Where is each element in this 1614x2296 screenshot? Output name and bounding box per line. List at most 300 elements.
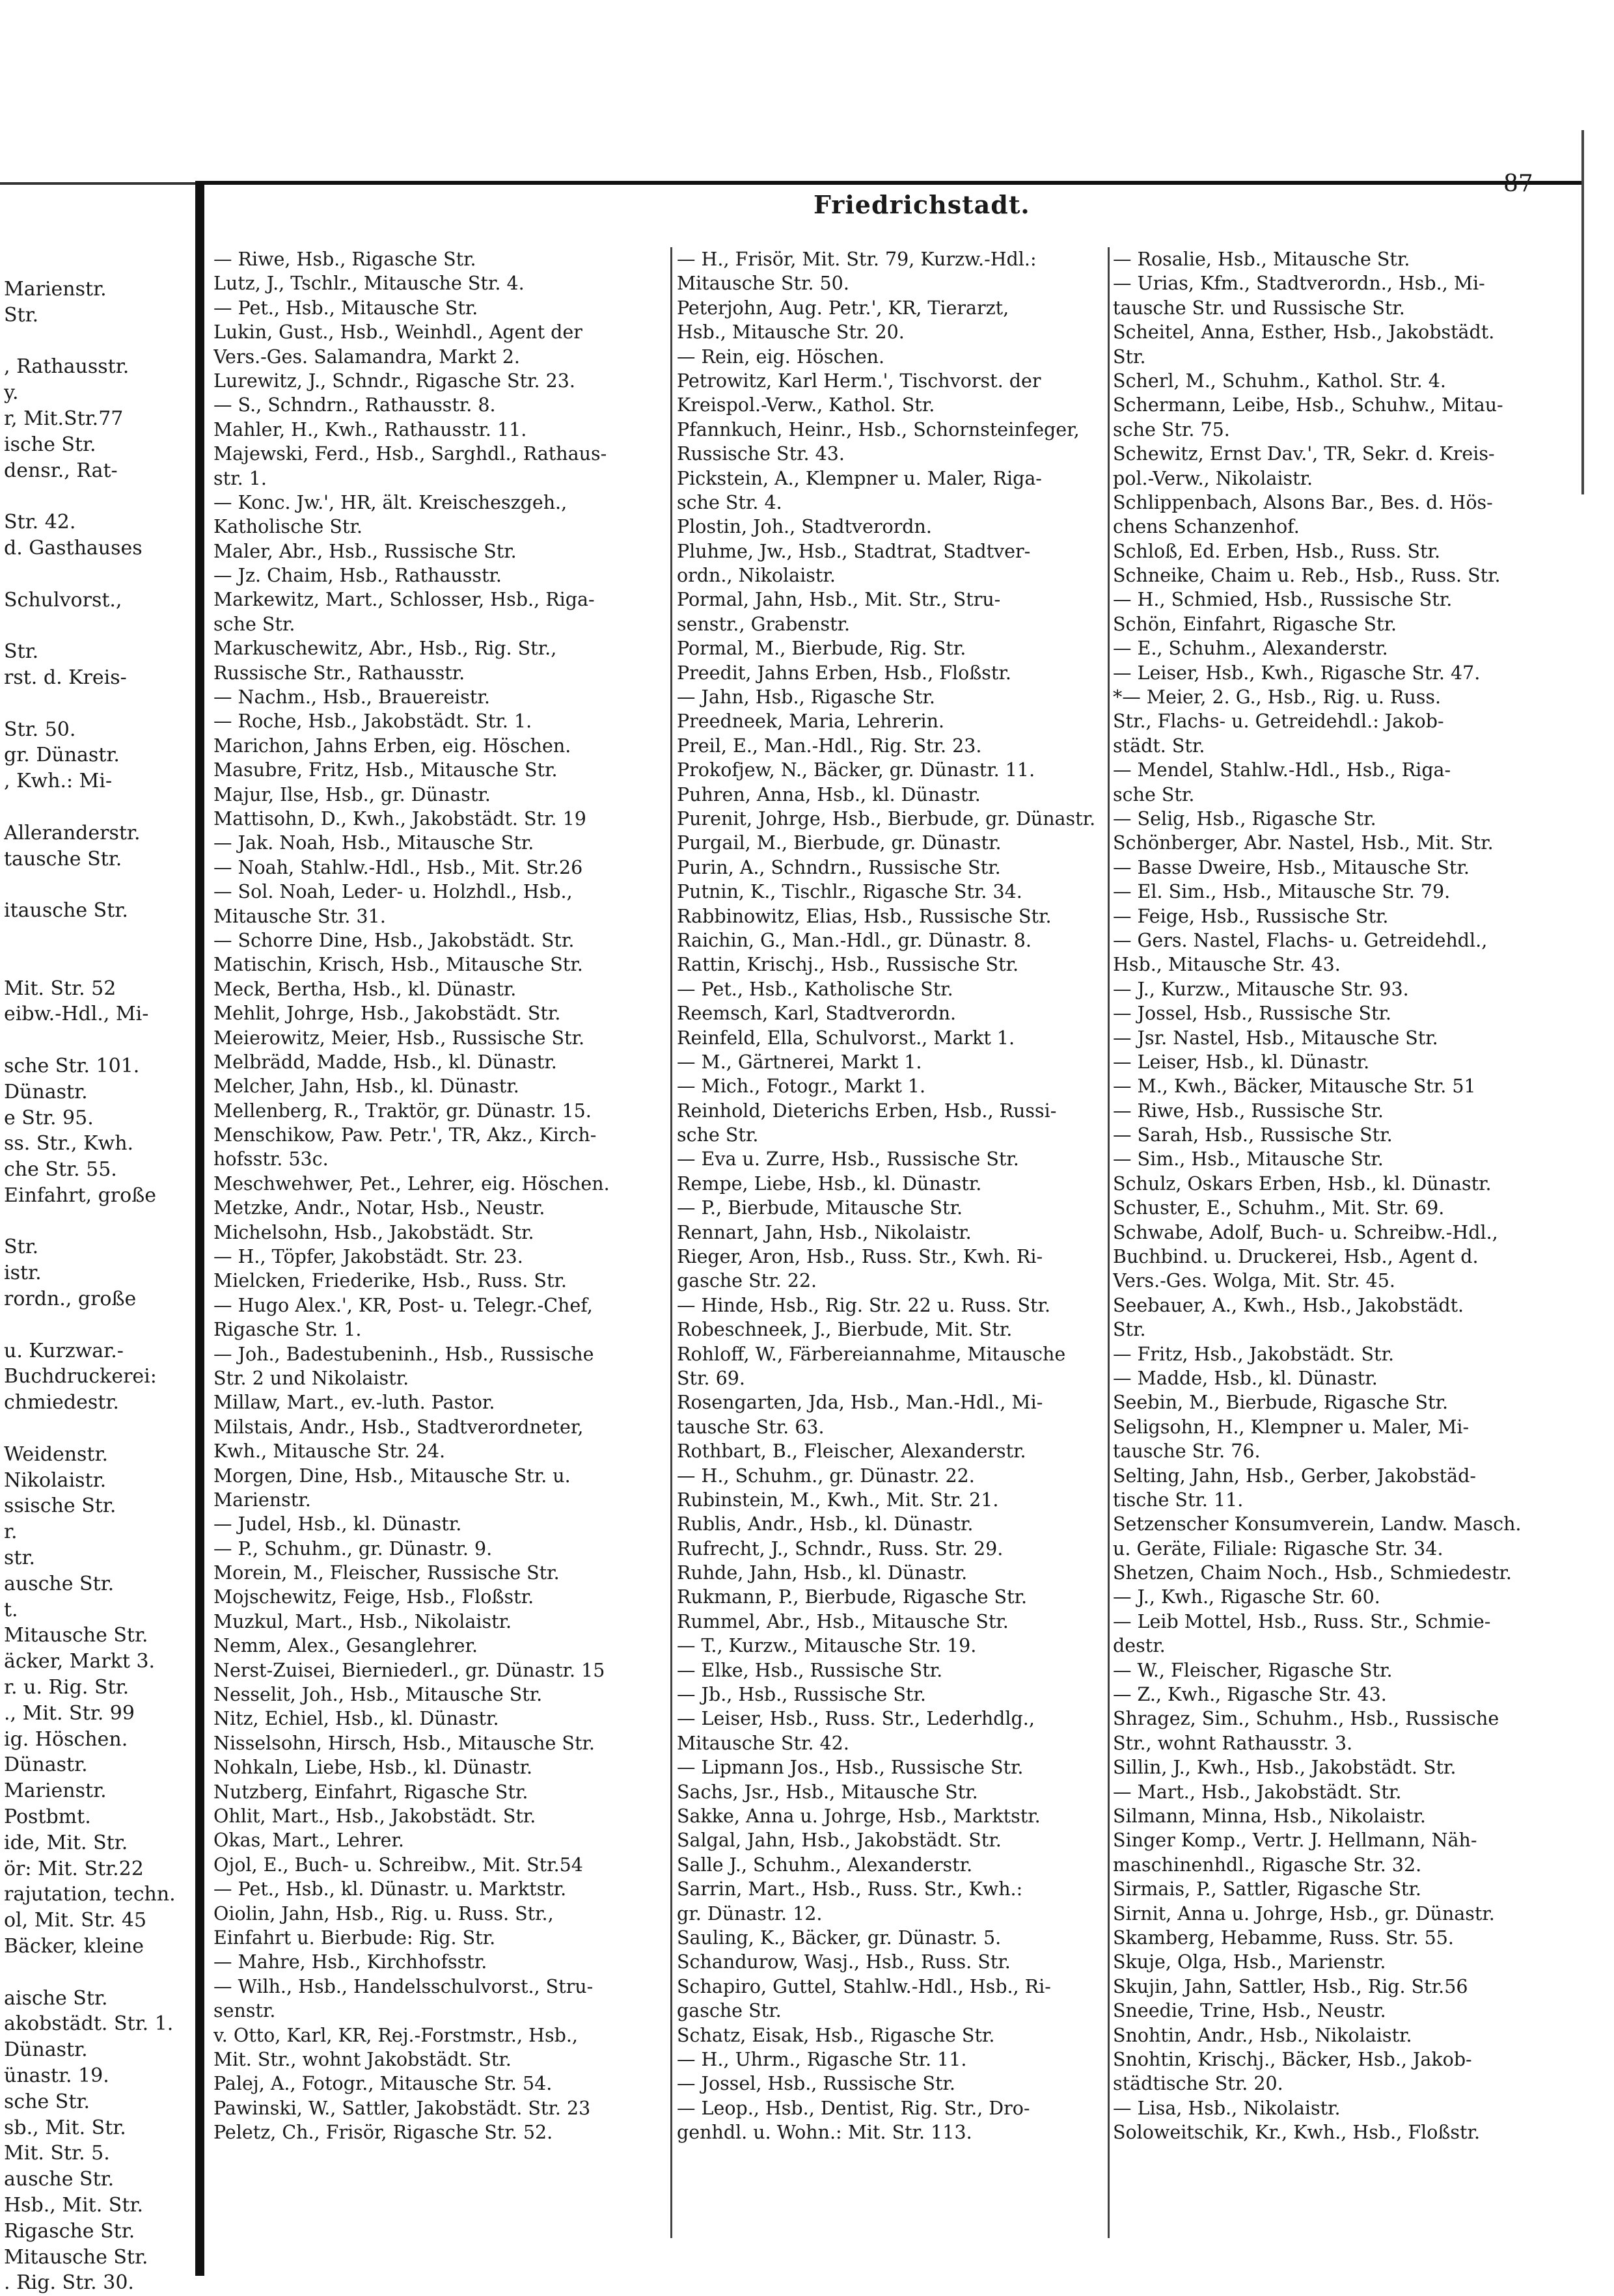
- directory-entry-line: — Roche, Hsb., Jakobstädt. Str. 1.: [213, 710, 532, 733]
- directory-entry-line: — Riwe, Hsb., Rigasche Str.: [213, 249, 476, 270]
- directory-entry-line: Alleranderstr.: [4, 821, 141, 844]
- directory-entry-line: Marichon, Jahns Erben, eig. Höschen.: [213, 735, 571, 757]
- directory-entry-line: Sneedie, Trine, Hsb., Neustr.: [1113, 2000, 1386, 2022]
- directory-entry-line: — Riwe, Hsb., Russische Str.: [1113, 1100, 1384, 1122]
- directory-entry-line: Russische Str. 43.: [677, 443, 845, 465]
- directory-entry-line: Preedneek, Maria, Lehrerin.: [677, 710, 945, 733]
- directory-entry-line: Schermann, Leibe, Hsb., Schuhw., Mitau-: [1113, 394, 1503, 416]
- directory-entry-line: Lurewitz, J., Schndr., Rigasche Str. 23.: [213, 370, 575, 392]
- directory-entry-line: Mellenberg, R., Traktör, gr. Dünastr. 15.: [213, 1100, 592, 1122]
- directory-entry-line: Mojschewitz, Feige, Hsb., Floßstr.: [213, 1586, 534, 1608]
- directory-entry-line: Meschwehwer, Pet., Lehrer, eig. Höschen.: [213, 1172, 610, 1195]
- directory-entry-line: Nemm, Alex., Gesanglehrer.: [213, 1635, 478, 1657]
- directory-entry-line: Scherl, M., Schuhm., Kathol. Str. 4.: [1113, 370, 1446, 392]
- directory-entry-line: — J., Kwh., Rigasche Str. 60.: [1113, 1586, 1380, 1608]
- directory-entry-line: Str.: [4, 303, 39, 327]
- directory-entry-line: Schönberger, Abr. Nastel, Hsb., Mit. Str.: [1113, 832, 1494, 854]
- directory-entry-line: Rabbinowitz, Elias, Hsb., Russische Str.: [677, 905, 1052, 927]
- directory-entry-line: — Rosalie, Hsb., Mitausche Str.: [1113, 249, 1410, 270]
- directory-entry-line: gr. Dünastr. 12.: [677, 1902, 823, 1925]
- directory-entry-line: — Z., Kwh., Rigasche Str. 43.: [1113, 1684, 1387, 1706]
- directory-entry-line: Maler, Abr., Hsb., Russische Str.: [213, 540, 517, 562]
- directory-entry-line: , Rathausstr.: [4, 355, 130, 379]
- directory-entry-line: Mehlit, Johrge, Hsb., Jakobstädt. Str.: [213, 1003, 561, 1025]
- directory-entry-line: städtische Str. 20.: [1113, 2073, 1283, 2095]
- directory-entry-line: chmiedestr.: [4, 1391, 119, 1414]
- directory-entry-line: — Sol. Noah, Leder- u. Holzhdl., Hsb.,: [213, 881, 573, 903]
- directory-entry-line: u. Geräte, Filiale: Rigasche Str. 34.: [1113, 1537, 1443, 1560]
- directory-entry-line: y.: [4, 381, 19, 405]
- directory-entry-line: genhdl. u. Wohn.: Mit. Str. 113.: [677, 2122, 972, 2144]
- directory-entry-line: — Mahre, Hsb., Kirchhofsstr.: [213, 1951, 487, 1973]
- directory-entry-line: r, Mit.Str.77: [4, 407, 124, 430]
- directory-entry-line: Lutz, J., Tschlr., Mitausche Str. 4.: [213, 273, 525, 295]
- directory-entry-line: Markewitz, Mart., Schlosser, Hsb., Riga-: [213, 589, 595, 611]
- directory-entry-line: Nesselit, Joh., Hsb., Mitausche Str.: [213, 1684, 543, 1706]
- directory-entry-line: Pluhme, Jw., Hsb., Stadtrat, Stadtver-: [677, 540, 1031, 562]
- directory-entry-line: Rempe, Liebe, Hsb., kl. Dünastr.: [677, 1172, 982, 1195]
- directory-entry-line: — Jsr. Nastel, Hsb., Mitausche Str.: [1113, 1027, 1438, 1049]
- directory-entry-line: Schlippenbach, Alsons Bar., Bes. d. Hös-: [1113, 491, 1493, 513]
- directory-column-1: [213, 247, 663, 2144]
- directory-entry-line: Sirnit, Anna u. Johrge, Hsb., gr. Dünastr.: [1113, 1902, 1495, 1925]
- directory-entry-line: — Rein, eig. Höschen.: [677, 345, 885, 368]
- directory-entry-line: e Str. 95.: [4, 1106, 94, 1129]
- directory-entry-line: sche Str.: [1113, 783, 1195, 805]
- directory-entry-line: Kreispol.-Verw., Kathol. Str.: [677, 394, 935, 416]
- directory-entry-line: — Selig, Hsb., Rigasche Str.: [1113, 807, 1376, 830]
- directory-entry-line: — Urias, Kfm., Stadtverordn., Hsb., Mi-: [1113, 273, 1485, 295]
- directory-entry-line: Buchbind. u. Druckerei, Hsb., Agent d.: [1113, 1246, 1479, 1268]
- directory-entry-line: — E., Schuhm., Alexanderstr.: [1113, 638, 1388, 660]
- directory-entry-line: Prokofjew, N., Bäcker, gr. Dünastr. 11.: [677, 759, 1035, 781]
- directory-column-3: [1113, 247, 1581, 2144]
- column-divider-2: [1108, 247, 1110, 2238]
- top-left-rule: [0, 182, 195, 185]
- directory-entry-line: — Fritz, Hsb., Jakobstädt. Str.: [1113, 1343, 1395, 1365]
- directory-entry-line: Mitausche Str.: [4, 2245, 148, 2269]
- directory-entry-line: ssische Str.: [4, 1494, 116, 1518]
- directory-entry-line: aische Str.: [4, 1986, 108, 2010]
- directory-entry-line: — Wilh., Hsb., Handelsschulvorst., Stru-: [213, 1975, 594, 1997]
- directory-entry-line: senstr., Grabenstr.: [677, 613, 851, 635]
- directory-entry-line: Shragez, Sim., Schuhm., Hsb., Russische: [1113, 1708, 1499, 1730]
- directory-entry-line: [4, 794, 193, 820]
- directory-entry-line: Menschikow, Paw. Petr.', TR, Akz., Kirch-: [213, 1124, 597, 1146]
- directory-entry-line: — Basse Dweire, Hsb., Mitausche Str.: [1113, 856, 1470, 878]
- directory-entry-line: hofsstr. 53c.: [213, 1148, 329, 1170]
- directory-entry-line: — P., Schuhm., gr. Dünastr. 9.: [213, 1537, 493, 1560]
- page-frame-left: [195, 181, 204, 2276]
- directory-entry-line: Nikolaistr.: [4, 1468, 107, 1492]
- directory-entry-line: str. 1.: [213, 467, 267, 489]
- directory-entry-line: Palej, A., Fotogr., Mitausche Str. 54.: [213, 2073, 553, 2095]
- directory-entry-line: Millaw, Mart., ev.-luth. Pastor.: [213, 1392, 495, 1414]
- directory-entry-line: d. Gasthauses: [4, 536, 143, 560]
- directory-entry-line: *— Meier, 2. G., Hsb., Rig. u. Russ.: [1113, 686, 1442, 709]
- directory-entry-line: Robeschneek, J., Bierbude, Mit. Str.: [677, 1319, 1013, 1341]
- directory-entry-line: — Sarah, Hsb., Russische Str.: [1113, 1124, 1393, 1146]
- directory-entry-line: Pickstein, A., Klempner u. Maler, Riga-: [677, 467, 1042, 489]
- directory-entry-line: Mit. Str., wohnt Jakobstädt. Str.: [213, 2048, 512, 2070]
- directory-entry-line: — El. Sim., Hsb., Mitausche Str. 79.: [1113, 881, 1451, 903]
- directory-entry-line: tausche Str. 63.: [677, 1416, 825, 1438]
- directory-entry-line: rst. d. Kreis-: [4, 666, 127, 689]
- directory-entry-line: [4, 872, 193, 898]
- directory-entry-line: — Hugo Alex.', KR, Post- u. Telegr.-Chef,: [213, 1294, 593, 1316]
- directory-entry-line: rajutation, techn.: [4, 1883, 176, 1906]
- directory-entry-line: äcker, Markt 3.: [4, 1650, 156, 1673]
- directory-entry-line: — Joh., Badestubeninh., Hsb., Russische: [213, 1343, 594, 1365]
- directory-entry-line: Rieger, Aron, Hsb., Russ. Str., Kwh. Ri-: [677, 1246, 1043, 1268]
- directory-entry-line: Weidenstr.: [4, 1442, 109, 1466]
- directory-entry-line: [4, 1027, 193, 1053]
- directory-entry-line: — M., Kwh., Bäcker, Mitausche Str. 51: [1113, 1075, 1476, 1098]
- directory-entry-line: Purgail, M., Bierbude, gr. Dünastr.: [677, 832, 1002, 854]
- directory-entry-line: pol.-Verw., Nikolaistr.: [1113, 467, 1313, 489]
- directory-entry-line: — Leiser, Hsb., Russ. Str., Lederhdlg.,: [677, 1708, 1035, 1730]
- directory-entry-line: — Madde, Hsb., kl. Dünastr.: [1113, 1367, 1378, 1389]
- directory-entry-line: Nohkaln, Liebe, Hsb., kl. Dünastr.: [213, 1757, 533, 1779]
- directory-entry-line: Ruhde, Jahn, Hsb., kl. Dünastr.: [677, 1562, 968, 1584]
- directory-entry-line: Rummel, Abr., Hsb., Mitausche Str.: [677, 1610, 1009, 1632]
- directory-entry-line: Muzkul, Mart., Hsb., Nikolaistr.: [213, 1610, 512, 1632]
- directory-entry-line: — Mart., Hsb., Jakobstädt. Str.: [1113, 1781, 1402, 1803]
- directory-entry-line: ide, Mit. Str.: [4, 1831, 128, 1854]
- directory-entry-line: Mitausche Str. 31.: [213, 905, 386, 927]
- directory-entry-line: — Mich., Fotogr., Markt 1.: [677, 1075, 926, 1098]
- directory-entry-line: — J., Kurzw., Mitausche Str. 93.: [1113, 978, 1409, 1000]
- directory-entry-line: — M., Gärtnerei, Markt 1.: [677, 1051, 922, 1073]
- directory-entry-line: Rennart, Jahn, Hsb., Nikolaistr.: [677, 1221, 972, 1243]
- directory-entry-line: tausche Str. 76.: [1113, 1440, 1261, 1463]
- directory-entry-line: Lukin, Gust., Hsb., Weinhdl., Agent der: [213, 321, 582, 344]
- directory-entry-line: [4, 691, 193, 717]
- directory-entry-line: Schön, Einfahrt, Rigasche Str.: [1113, 613, 1397, 635]
- directory-entry-line: — Jossel, Hsb., Russische Str.: [1113, 1003, 1391, 1025]
- directory-entry-line: densr., Rat-: [4, 459, 118, 482]
- directory-entry-line: Raichin, G., Man.-Hdl., gr. Dünastr. 8.: [677, 929, 1032, 951]
- directory-entry-line: Katholische Str.: [213, 516, 362, 538]
- directory-entry-line: r.: [4, 1520, 18, 1544]
- directory-entry-line: v. Otto, Karl, KR, Rej.-Forstmstr., Hsb.,: [213, 2024, 578, 2046]
- directory-entry-line: Pormal, M., Bierbude, Rig. Str.: [677, 638, 966, 660]
- directory-entry-line: ör: Mit. Str.22: [4, 1857, 144, 1880]
- directory-entry-line: sche Str. 101.: [4, 1054, 140, 1077]
- directory-entry-line: gr. Dünastr.: [4, 744, 120, 767]
- directory-entry-line: ische Str.: [4, 433, 96, 456]
- directory-entry-line: ausche Str.: [4, 1572, 115, 1595]
- directory-entry-line: Schapiro, Guttel, Stahlw.-Hdl., Hsb., Ri-: [677, 1975, 1051, 1997]
- directory-entry-line: Skuje, Olga, Hsb., Marienstr.: [1113, 1951, 1386, 1973]
- directory-column-2: [677, 247, 1106, 2144]
- directory-entry-line: — H., Töpfer, Jakobstädt. Str. 23.: [213, 1246, 523, 1268]
- directory-entry-line: Singer Komp., Vertr. J. Hellmann, Näh-: [1113, 1830, 1477, 1852]
- directory-entry-line: — Jb., Hsb., Russische Str.: [677, 1684, 926, 1706]
- directory-entry-line: ig. Höschen.: [4, 1727, 128, 1751]
- directory-entry-line: Mielcken, Friederike, Hsb., Russ. Str.: [213, 1270, 567, 1292]
- directory-entry-line: — S., Schndrn., Rathausstr. 8.: [213, 394, 496, 416]
- directory-entry-line: — Gers. Nastel, Flachs- u. Getreidehdl.,: [1113, 929, 1488, 951]
- directory-entry-line: sche Str.: [677, 1124, 759, 1146]
- directory-entry-line: istr.: [4, 1262, 42, 1285]
- directory-entry-line: Nitz, Echiel, Hsb., kl. Dünastr.: [213, 1708, 499, 1730]
- directory-entry-line: Plostin, Joh., Stadtverordn.: [677, 516, 932, 538]
- directory-entry-line: — Jak. Noah, Hsb., Mitausche Str.: [213, 832, 534, 854]
- directory-entry-line: — Nachm., Hsb., Brauereistr.: [213, 686, 490, 709]
- directory-entry-line: Snohtin, Andr., Hsb., Nikolaistr.: [1113, 2024, 1412, 2046]
- directory-entry-line: che Str. 55.: [4, 1158, 117, 1182]
- directory-entry-line: Rohloff, W., Färbereiannahme, Mitausche: [677, 1343, 1066, 1365]
- directory-entry-line: ünastr. 19.: [4, 2064, 109, 2087]
- directory-entry-line: [4, 1209, 193, 1235]
- directory-entry-line: — T., Kurzw., Mitausche Str. 19.: [677, 1635, 977, 1657]
- directory-entry-line: str.: [4, 1546, 36, 1570]
- directory-entry-line: — Sim., Hsb., Mitausche Str.: [1113, 1148, 1384, 1170]
- directory-entry-line: — Leiser, Hsb., Kwh., Rigasche Str. 47.: [1113, 662, 1481, 684]
- directory-entry-line: Rattin, Krischj., Hsb., Russische Str.: [677, 954, 1019, 976]
- directory-entry-line: Rigasche Str. 1.: [213, 1319, 362, 1341]
- directory-entry-line: Markuschewitz, Abr., Hsb., Rig. Str.,: [213, 638, 557, 660]
- page-number: 87: [1503, 170, 1533, 197]
- directory-entry-line: eibw.-Hdl., Mi-: [4, 1003, 149, 1026]
- directory-entry-line: Michelsohn, Hsb., Jakobstädt. Str.: [213, 1221, 534, 1243]
- directory-entry-line: Str.: [1113, 1319, 1146, 1341]
- directory-entry-line: tausche Str. und Russische Str.: [1113, 297, 1405, 319]
- directory-entry-line: — Jossel, Hsb., Russische Str.: [677, 2073, 955, 2095]
- directory-entry-line: ., Mit. Str. 99: [4, 1701, 135, 1725]
- directory-entry-line: — Schorre Dine, Hsb., Jakobstädt. Str.: [213, 929, 575, 951]
- directory-entry-line: tische Str. 11.: [1113, 1489, 1244, 1511]
- directory-entry-line: Mattisohn, D., Kwh., Jakobstädt. Str. 19: [213, 807, 586, 830]
- directory-entry-line: Sachs, Jsr., Hsb., Mitausche Str.: [677, 1781, 978, 1803]
- directory-entry-line: Seligsohn, H., Klempner u. Maler, Mi-: [1113, 1416, 1470, 1438]
- directory-entry-line: Mitausche Str.: [4, 1624, 148, 1647]
- left-page-fragment: [4, 277, 193, 2296]
- directory-entry-line: [4, 613, 193, 639]
- directory-entry-line: Sirmais, P., Sattler, Rigasche Str.: [1113, 1878, 1421, 1900]
- directory-entry-line: Schloß, Ed. Erben, Hsb., Russ. Str.: [1113, 540, 1441, 562]
- directory-entry-line: Silmann, Minna, Hsb., Nikolaistr.: [1113, 1805, 1426, 1827]
- directory-entry-line: Dünastr.: [4, 1080, 88, 1103]
- directory-entry-line: Petrowitz, Karl Herm.', Tischvorst. der: [677, 370, 1041, 392]
- directory-entry-line: Seebin, M., Bierbude, Rigasche Str.: [1113, 1392, 1449, 1414]
- directory-entry-line: Dünastr.: [4, 2038, 88, 2062]
- directory-entry-line: [4, 329, 193, 355]
- directory-entry-line: Skamberg, Hebamme, Russ. Str. 55.: [1113, 1926, 1454, 1949]
- directory-entry-line: Schuster, E., Schuhm., Mit. Str. 69.: [1113, 1197, 1445, 1219]
- directory-entry-line: Meierowitz, Meier, Hsb., Russische Str.: [213, 1027, 585, 1049]
- directory-entry-line: u. Kurzwar.-: [4, 1339, 124, 1362]
- directory-entry-line: — Konc. Jw.', HR, ält. Kreischeszgeh.,: [213, 491, 568, 513]
- directory-entry-line: Mitausche Str. 50.: [677, 273, 849, 295]
- directory-entry-line: Rubinstein, M., Kwh., Mit. Str. 21.: [677, 1489, 999, 1511]
- directory-entry-line: Preedit, Jahns Erben, Hsb., Floßstr.: [677, 662, 1011, 684]
- directory-entry-line: — Lipmann Jos., Hsb., Russische Str.: [677, 1757, 1024, 1779]
- directory-entry-line: — Leiser, Hsb., kl. Dünastr.: [1113, 1051, 1370, 1073]
- directory-entry-line: Ojol, E., Buch- u. Schreibw., Mit. Str.54: [213, 1854, 583, 1876]
- directory-entry-line: , Kwh.: Mi-: [4, 770, 113, 793]
- directory-entry-line: Rothbart, B., Fleischer, Alexanderstr.: [677, 1440, 1026, 1463]
- directory-entry-line: [4, 483, 193, 509]
- directory-entry-line: Hsb., Mit. Str.: [4, 2193, 143, 2217]
- directory-entry-line: — Pet., Hsb., Katholische Str.: [677, 978, 953, 1000]
- directory-entry-line: sche Str. 75.: [1113, 418, 1230, 440]
- directory-entry-line: — Pet., Hsb., Mitausche Str.: [213, 297, 478, 319]
- directory-entry-line: Str.: [4, 640, 39, 664]
- directory-entry-line: Matischin, Krisch, Hsb., Mitausche Str.: [213, 954, 583, 976]
- directory-entry-line: Masubre, Fritz, Hsb., Mitausche Str.: [213, 759, 558, 781]
- column-divider-1: [670, 247, 672, 2238]
- directory-entry-line: Pormal, Jahn, Hsb., Mit. Str., Stru-: [677, 589, 1001, 611]
- directory-entry-line: Buchdruckerei:: [4, 1365, 157, 1388]
- directory-entry-line: rordn., große: [4, 1288, 137, 1311]
- directory-entry-line: Schatz, Eisak, Hsb., Rigasche Str.: [677, 2024, 995, 2046]
- directory-entry-line: Selting, Jahn, Hsb., Gerber, Jakobstäd-: [1113, 1465, 1476, 1487]
- directory-entry-line: Reemsch, Karl, Stadtverordn.: [677, 1003, 957, 1025]
- directory-entry-line: Majewski, Ferd., Hsb., Sarghdl., Rathaus-: [213, 443, 607, 465]
- directory-entry-line: Nerst-Zuisei, Bierniederl., gr. Dünastr. 15: [213, 1659, 605, 1681]
- directory-entry-line: Purin, A., Schndrn., Russische Str.: [677, 856, 1001, 878]
- directory-entry-line: Hsb., Mitausche Str. 43.: [1113, 954, 1341, 976]
- directory-entry-line: — H., Schuhm., gr. Dünastr. 22.: [677, 1465, 975, 1487]
- directory-entry-line: Salgal, Jahn, Hsb., Jakobstädt. Str.: [677, 1830, 1002, 1852]
- directory-entry-line: — H., Frisör, Mit. Str. 79, Kurzw.-Hdl.:: [677, 249, 1037, 270]
- directory-entry-line: sche Str.: [213, 613, 295, 635]
- directory-entry-line: Marienstr.: [4, 278, 107, 301]
- directory-entry-line: Seebauer, A., Kwh., Hsb., Jakobstädt.: [1113, 1294, 1464, 1316]
- directory-entry-line: — P., Bierbude, Mitausche Str.: [677, 1197, 963, 1219]
- directory-entry-line: Sakke, Anna u. Johrge, Hsb., Marktstr.: [677, 1805, 1041, 1827]
- directory-entry-line: tausche Str.: [4, 847, 122, 871]
- directory-entry-line: Rukmann, P., Bierbude, Rigasche Str.: [677, 1586, 1028, 1608]
- directory-entry-line: Nisselsohn, Hirsch, Hsb., Mitausche Str.: [213, 1732, 595, 1754]
- directory-entry-line: Melbrädd, Madde, Hsb., kl. Dünastr.: [213, 1051, 557, 1073]
- directory-entry-line: — Jahn, Hsb., Rigasche Str.: [677, 686, 935, 709]
- directory-entry-line: — Leib Mottel, Hsb., Russ. Str., Schmie-: [1113, 1610, 1491, 1632]
- directory-entry-line: Russische Str., Rathausstr.: [213, 662, 465, 684]
- directory-entry-line: Sauling, K., Bäcker, gr. Dünastr. 5.: [677, 1926, 1002, 1949]
- directory-entry-line: Majur, Ilse, Hsb., gr. Dünastr.: [213, 783, 491, 805]
- directory-entry-line: Oiolin, Jahn, Hsb., Rig. u. Russ. Str.,: [213, 1902, 554, 1925]
- directory-entry-line: Shetzen, Chaim Noch., Hsb., Schmiedestr.: [1113, 1562, 1512, 1584]
- directory-entry-line: städt. Str.: [1113, 735, 1205, 757]
- directory-entry-line: gasche Str. 22.: [677, 1270, 817, 1292]
- directory-entry-line: [4, 1960, 193, 1986]
- directory-entry-line: Okas, Mart., Lehrer.: [213, 1830, 404, 1852]
- directory-entry-line: sche Str. 4.: [677, 491, 782, 513]
- directory-entry-line: ordn., Nikolaistr.: [677, 565, 836, 587]
- directory-entry-line: Sarrin, Mart., Hsb., Russ. Str., Kwh.:: [677, 1878, 1023, 1900]
- directory-entry-line: Rigasche Str.: [4, 2219, 135, 2243]
- directory-entry-line: Mahler, H., Kwh., Rathausstr. 11.: [213, 418, 527, 440]
- directory-entry-line: Str. 69.: [677, 1367, 745, 1389]
- directory-entry-line: sb., Mit. Str.: [4, 2116, 126, 2139]
- directory-entry-line: Soloweitschik, Kr., Kwh., Hsb., Floßstr.: [1113, 2122, 1481, 2144]
- directory-entry-line: Mit. Str. 5.: [4, 2142, 110, 2165]
- directory-entry-line: Hsb., Mitausche Str. 20.: [677, 321, 905, 344]
- directory-entry-line: Purenit, Johrge, Hsb., Bierbude, gr. Dünastr.: [677, 807, 1096, 830]
- directory-entry-line: — Leop., Hsb., Dentist, Rig. Str., Dro-: [677, 2097, 1030, 2119]
- directory-entry-line: Kwh., Mitausche Str. 24.: [213, 1440, 446, 1463]
- directory-entry-line: Meck, Bertha, Hsb., kl. Dünastr.: [213, 978, 517, 1000]
- directory-entry-line: ol, Mit. Str. 45: [4, 1909, 147, 1932]
- directory-entry-line: Schneike, Chaim u. Reb., Hsb., Russ. Str.: [1113, 565, 1501, 587]
- directory-entry-line: Milstais, Andr., Hsb., Stadtverordneter,: [213, 1416, 584, 1438]
- directory-entry-line: Putnin, K., Tischlr., Rigasche Str. 34.: [677, 881, 1022, 903]
- page-title: Friedrichstadt.: [814, 190, 1030, 219]
- directory-entry-line: — H., Uhrm., Rigasche Str. 11.: [677, 2048, 967, 2070]
- directory-entry-line: Skujin, Jahn, Sattler, Hsb., Rig. Str.56: [1113, 1975, 1468, 1997]
- directory-entry-line: Preil, E., Man.-Hdl., Rig. Str. 23.: [677, 735, 982, 757]
- directory-entry-line: Str.: [1113, 345, 1146, 368]
- directory-entry-line: Puhren, Anna, Hsb., kl. Dünastr.: [677, 783, 981, 805]
- directory-entry-line: gasche Str.: [677, 2000, 782, 2022]
- directory-entry-line: — Hinde, Hsb., Rig. Str. 22 u. Russ. Str.: [677, 1294, 1051, 1316]
- directory-entry-line: senstr.: [213, 2000, 276, 2022]
- directory-entry-line: t.: [4, 1598, 18, 1621]
- directory-entry-line: — W., Fleischer, Rigasche Str.: [1113, 1659, 1393, 1681]
- directory-entry-line: Schulvorst.,: [4, 588, 122, 612]
- directory-entry-line: — Jz. Chaim, Hsb., Rathausstr.: [213, 565, 502, 587]
- directory-entry-line: — Lisa, Hsb., Nikolaistr.: [1113, 2097, 1341, 2119]
- directory-entry-line: Nutzberg, Einfahrt, Rigasche Str.: [213, 1781, 528, 1803]
- directory-entry-line: . Rig. Str. 30.: [4, 2271, 134, 2295]
- directory-entry-line: Rublis, Andr., Hsb., kl. Dünastr.: [677, 1513, 974, 1535]
- directory-entry-line: Dünastr.: [4, 1753, 88, 1777]
- directory-entry-line: Morgen, Dine, Hsb., Mitausche Str. u.: [213, 1465, 571, 1487]
- directory-entry-line: Ohlit, Mart., Hsb., Jakobstädt. Str.: [213, 1805, 536, 1827]
- directory-entry-line: Sillin, J., Kwh., Hsb., Jakobstädt. Str.: [1113, 1757, 1457, 1779]
- directory-entry-line: [4, 1416, 193, 1442]
- directory-entry-line: Mit. Str. 52: [4, 977, 116, 1000]
- page-frame-top: [195, 181, 1581, 185]
- directory-entry-line: r. u. Rig. Str.: [4, 1676, 130, 1699]
- directory-entry-line: Bäcker, kleine: [4, 1935, 144, 1958]
- directory-entry-line: Morein, M., Fleischer, Russische Str.: [213, 1562, 560, 1584]
- directory-entry-line: — Feige, Hsb., Russische Str.: [1113, 905, 1389, 927]
- directory-entry-line: Str. 50.: [4, 718, 76, 741]
- directory-entry-line: — H., Schmied, Hsb., Russische Str.: [1113, 589, 1453, 611]
- right-margin-rule: [1581, 130, 1584, 494]
- directory-entry-line: itausche Str.: [4, 899, 128, 923]
- directory-entry-line: Peletz, Ch., Frisör, Rigasche Str. 52.: [213, 2122, 553, 2144]
- directory-entry-line: Marienstr.: [213, 1489, 311, 1511]
- directory-entry-line: Scheitel, Anna, Esther, Hsb., Jakobstädt.: [1113, 321, 1495, 344]
- directory-entry-line: Schewitz, Ernst Dav.', TR, Sekr. d. Kreis-: [1113, 443, 1495, 465]
- directory-entry-line: destr.: [1113, 1635, 1166, 1657]
- directory-entry-line: Reinfeld, Ella, Schulvorst., Markt 1.: [677, 1027, 1015, 1049]
- directory-entry-line: Melcher, Jahn, Hsb., kl. Dünastr.: [213, 1075, 519, 1098]
- directory-entry-line: ss. Str., Kwh.: [4, 1132, 134, 1155]
- directory-entry-line: Rosengarten, Jda, Hsb., Man.-Hdl., Mi-: [677, 1392, 1043, 1414]
- directory-entry-line: [4, 561, 193, 588]
- directory-entry-line: — Judel, Hsb., kl. Dünastr.: [213, 1513, 462, 1535]
- directory-entry-line: Vers.-Ges. Wolga, Mit. Str. 45.: [1113, 1270, 1395, 1292]
- directory-entry-line: Postbmt.: [4, 1805, 91, 1829]
- directory-entry-line: [4, 950, 193, 976]
- directory-entry-line: Einfahrt u. Bierbude: Rig. Str.: [213, 1926, 496, 1949]
- directory-entry-line: Salle J., Schuhm., Alexanderstr.: [677, 1854, 973, 1876]
- directory-entry-line: Schulz, Oskars Erben, Hsb., kl. Dünastr.: [1113, 1172, 1492, 1195]
- directory-entry-line: Str., wohnt Rathausstr. 3.: [1113, 1732, 1353, 1754]
- directory-entry-line: Setzenscher Konsumverein, Landw. Masch.: [1113, 1513, 1522, 1535]
- directory-entry-line: Einfahrt, große: [4, 1183, 156, 1207]
- directory-entry-line: maschinenhdl., Rigasche Str. 32.: [1113, 1854, 1422, 1876]
- directory-entry-line: ausche Str.: [4, 2168, 115, 2191]
- directory-entry-line: chens Schanzenhof.: [1113, 516, 1300, 538]
- directory-entry-line: akobstädt. Str. 1.: [4, 2012, 174, 2036]
